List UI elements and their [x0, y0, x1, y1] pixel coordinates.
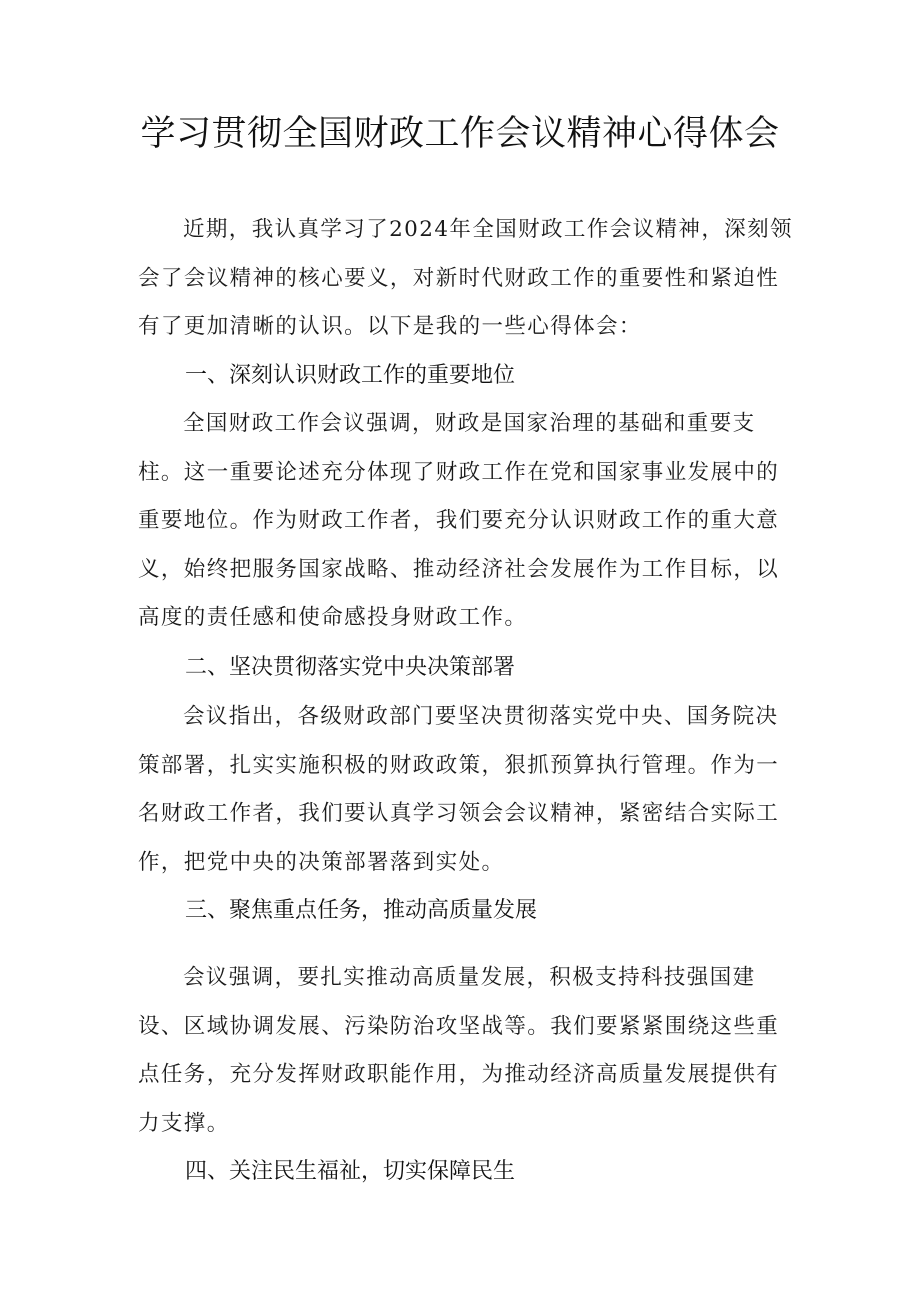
document-title: 学习贯彻全国财政工作会议精神心得体会	[140, 114, 780, 154]
intro-paragraph: 近期，我认真学习了2024年全国财政工作会议精神，深刻领会了会议精神的核心要义，对新时代财政工作的重要性和紧迫性有了更加清晰的认识。以下是我的一些心得体会：	[138, 217, 793, 339]
section-heading-4: 四、关注民生福祉，切实保障民生	[185, 1159, 516, 1184]
section-body-2: 会议指出，各级财政部门要坚决贯彻落实党中央、国务院决策部署，扎实实施积极的财政政策，狠抓预算执行管理。作为一名财政工作者，我们要认真学习领会会议精神，紧密结合实际工作，把党中央的决策部署落到实处。	[138, 704, 780, 875]
section-body-1: 全国财政工作会议强调，财政是国家治理的基础和重要支柱。这一重要论述充分体现了财政工作在党和国家事业发展中的重要地位。作为财政工作者，我们要充分认识财政工作的重大意义，始终把服务国家战略、推动经济社会发展作为工作目标，以高度的责任感和使命感投身财政工作。	[138, 411, 780, 630]
section-heading-1: 一、深刻认识财政工作的重要地位	[185, 363, 516, 388]
section-heading-3: 三、聚焦重点任务，推动高质量发展	[185, 898, 538, 923]
section-body-3: 会议强调，要扎实推动高质量发展，积极支持科技强国建设、区域协调发展、污染防治攻坚战等。我们要紧紧围绕这些重点任务，充分发挥财政职能作用，为推动经济高质量发展提供有力支撑。	[138, 965, 780, 1136]
section-heading-2: 二、坚决贯彻落实党中央决策部署	[185, 655, 516, 680]
